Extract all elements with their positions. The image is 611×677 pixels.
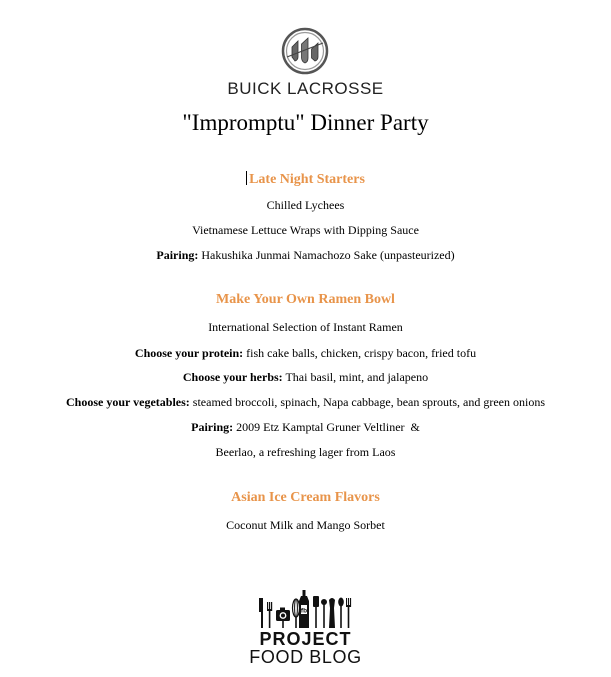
menu-line: Choose your vegetables: steamed broccoli, spinach, Napa cabbage, bean sprouts, and green onions bbox=[66, 395, 545, 409]
menu-line: Choose your protein: fish cake balls, chicken, crispy bacon, fried tofu bbox=[134, 346, 477, 360]
footer-logo-line2: FOOD BLOG bbox=[249, 647, 362, 667]
section-heading-starters: Late Night Starters bbox=[0, 171, 611, 188]
page-title: "Impromptu" Dinner Party bbox=[182, 110, 429, 135]
text-cursor bbox=[246, 171, 247, 185]
menu-line: Beerlao, a refreshing lager from Laos bbox=[215, 445, 396, 459]
svg-text:fb: fb bbox=[300, 607, 308, 615]
menu-line: Vietnamese Lettuce Wraps with Dipping Sauce bbox=[192, 223, 419, 237]
menu-line: Coconut Milk and Mango Sorbet bbox=[226, 518, 385, 532]
footer-logo-line1: PROJECT bbox=[259, 629, 352, 649]
kitchen-utensils-icon bbox=[256, 588, 356, 628]
section-heading-ramen: Make Your Own Ramen Bowl bbox=[216, 292, 395, 307]
buick-tri-shield-icon bbox=[281, 27, 329, 75]
menu-line: International Selection of Instant Ramen bbox=[208, 320, 403, 334]
section-heading-ice-cream: Asian Ice Cream Flavors bbox=[231, 490, 380, 505]
menu-line: Pairing: 2009 Etz Kamptal Gruner Veltliner & bbox=[191, 420, 420, 434]
menu-line: Pairing: Hakushika Junmai Namachozo Sake (unpasteurized) bbox=[156, 248, 455, 262]
brand-name: BUICK LACROSSE bbox=[227, 79, 384, 98]
menu-line: Chilled Lychees bbox=[266, 198, 345, 212]
menu-line: Choose your herbs: Thai basil, mint, and jalapeno bbox=[182, 370, 429, 384]
